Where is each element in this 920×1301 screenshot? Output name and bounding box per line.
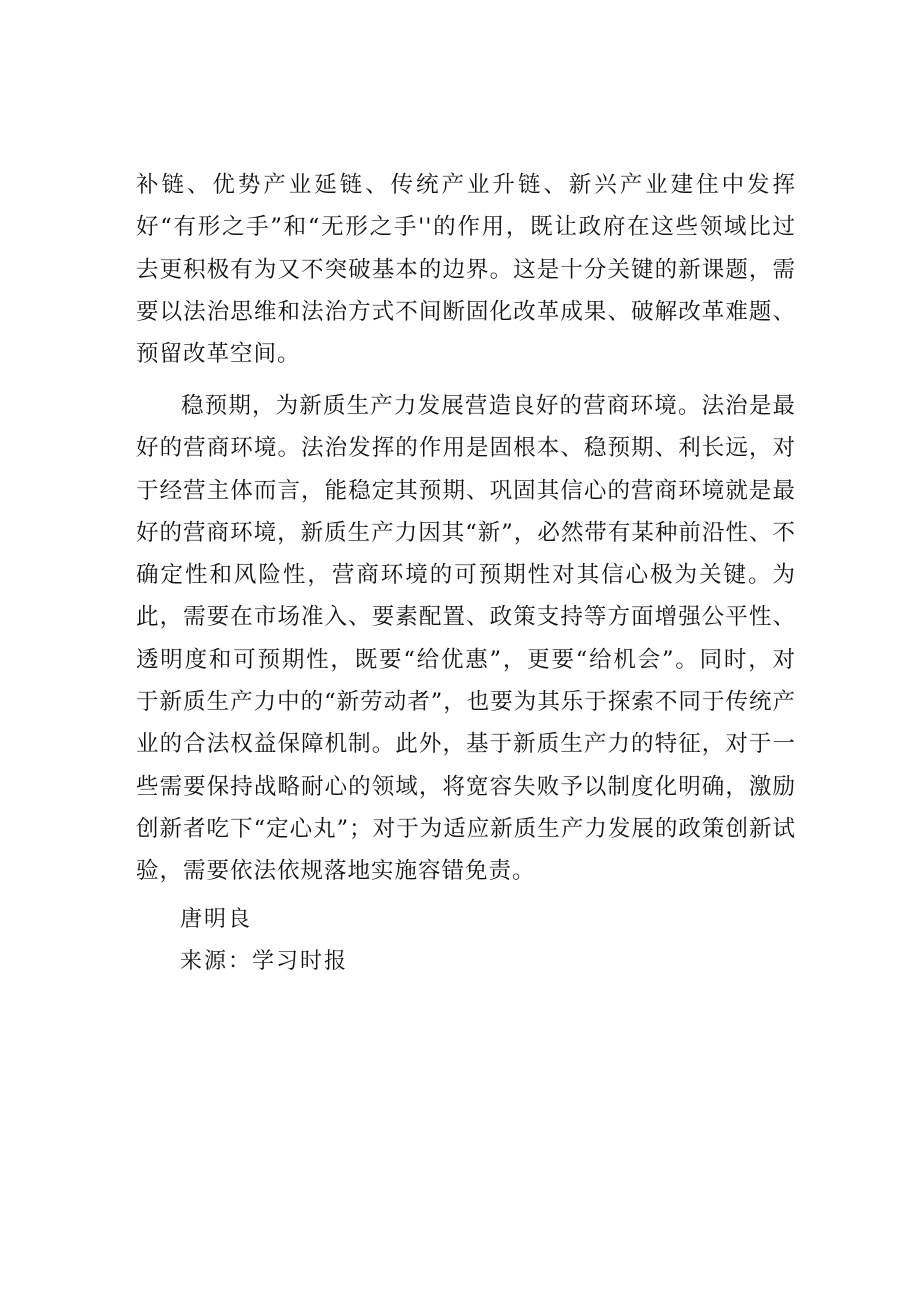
body-paragraph-2: 稳预期，为新质生产力发展营造良好的营商环境。法治是最好的营商环境。法治发挥的作用是固根本、稳预期、利长远，对于经营主体而言，能稳定其预期、巩固其信心的营商环境就是最好的营商环境，新质生产力因其“新”，必然带有某种前沿性、不确定性和风险性，营商环境的可预期性对其信心极为关键。为此，需要在市场准入、要素配置、政策支持等方面增强公平性、透明度和可预期性，既要“给优惠”，更要“给机会”。同时，对于新质生产力中的“新劳动者”，也要为其乐于探索不同于传统产业的合法权益保障机制。此外，基于新质生产力的特征，对于一些需要保持战略耐心的领域，将宽容失败予以制度化明确，激励创新者吃下“定心丸”；对于为适应新质生产力发展的政策创新试验，需要依法依规落地实施容错免责。 (136, 393, 796, 885)
body-paragraph-1: 补链、优势产业延链、传统产业升链、新兴产业建住中发挥好“有形之手”和“无形之手''的作用，既让政府在这些领域比过去更积极有为又不突破基本的边界。这是十分关键的新课题，需要以法治思维和法治方式不间断固化改革成果、破解改革难题、预留改革空间。 (136, 172, 796, 368)
author-name: 唐明良 (180, 907, 253, 932)
source-line: 来源：学习时报 (180, 949, 349, 974)
